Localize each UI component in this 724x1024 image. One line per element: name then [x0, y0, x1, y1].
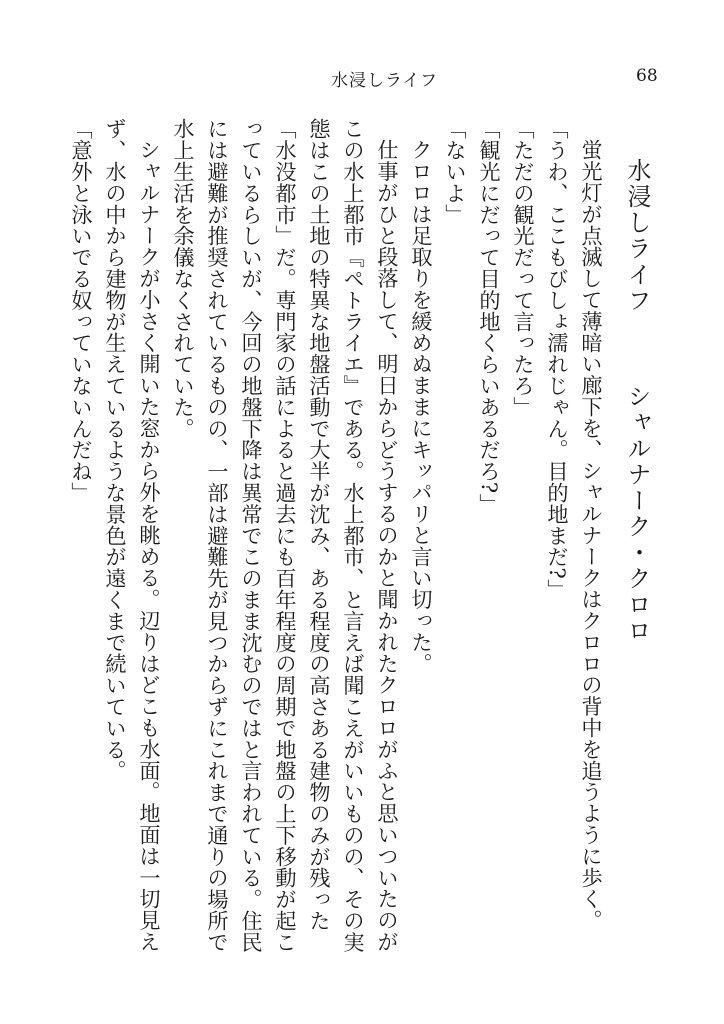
story-title-block	[612, 158, 662, 678]
paragraph: 「意外と泳いでる奴っていないんだね」	[69, 118, 94, 504]
paragraph: 「ただの観光だって言ったろ」	[511, 118, 536, 418]
page-header	[0, 66, 724, 90]
paragraph: 蛍光灯が点滅して薄暗い廊下を、シャルナークはクロロの背中を追うように歩く。	[579, 139, 604, 931]
body-text	[69, 118, 608, 958]
paragraph: 「ないよ」	[443, 118, 468, 225]
paragraph: 「うわ、ここもびしょ濡れじゃん。目的地まだ?」	[545, 118, 570, 601]
running-title: 水浸しライフ	[331, 71, 438, 91]
paragraph: クロロは足取りを緩めぬままにキッパリと言い切った。	[409, 139, 434, 675]
paragraph: 「観光にだって目的地くらいあるだろ?」	[477, 118, 502, 515]
paragraph: シャルナークが小さく開いた窓から外を眺める。辺りはどこも水面。地面は一切見えず、水の中から建物が生えているような景色が遠くまで続いている。	[103, 118, 162, 953]
page-number: 68	[636, 66, 658, 86]
story-author: シャルナーク・クロロ	[623, 384, 651, 644]
story-title: 水浸しライフ	[623, 158, 651, 314]
paragraph: 仕事がひと段落して、明日からどうするのかと聞かれたクロロがふと思いついたのがこの水上都市『ペトライエ』である。水上都市、と言えば聞こえがいいものの、その実態はこの土地の特異な地盤活動で大半が沈み、ある程度の高さある建物のみが残った「水没都市」だ。専門家の話によると過去にも百年程度の周期で地盤の上下移動が起こっているらしいが、今回の地盤下降は異常でこのまま沈むのではと言われている。住民には避難が推奨されているものの、一部は避難先が見つからずにこれまで通りの場所で水上生活を余儀なくされていた。	[171, 118, 400, 953]
